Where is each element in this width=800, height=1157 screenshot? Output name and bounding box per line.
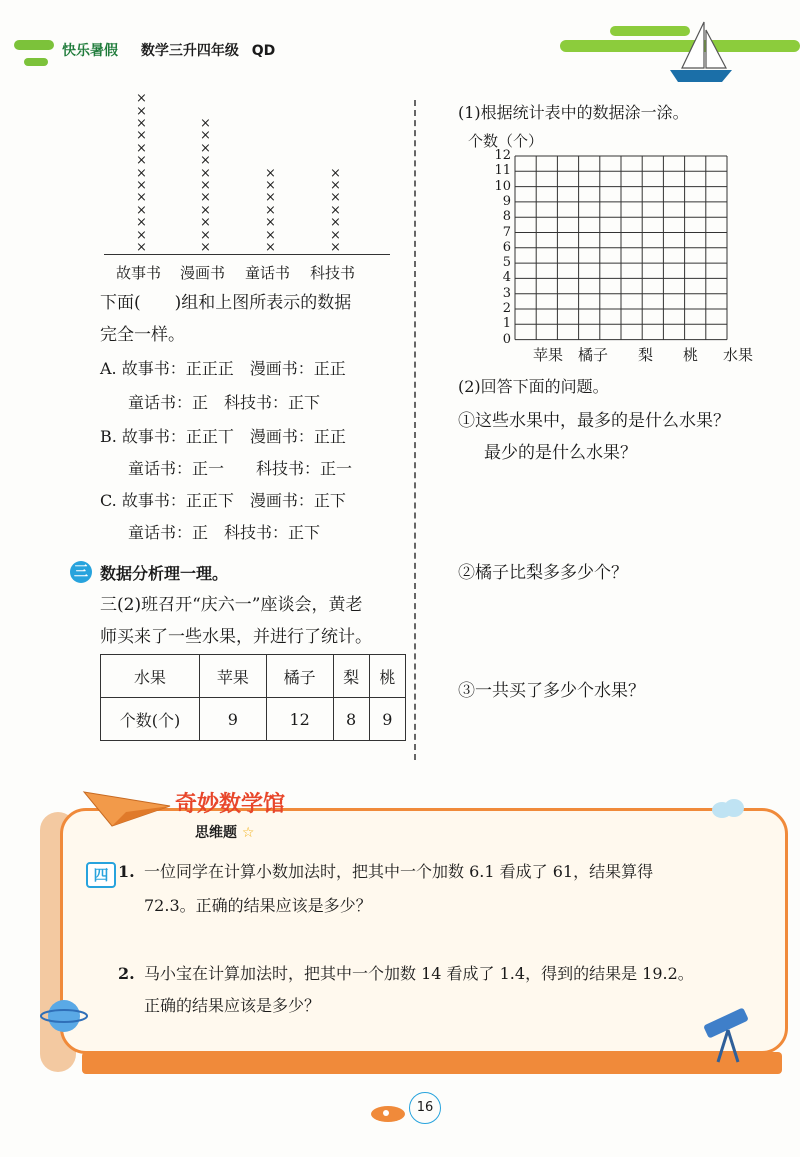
bottom-q2-line-1: 马小宝在计算加法时，把其中一个加数 14 看成了 1.4，得到的结果是 19.2。 <box>144 964 694 983</box>
y-tick-label: 1 <box>502 316 511 332</box>
table-cell: 12 <box>266 698 333 741</box>
table-header-cell: 桃 <box>369 655 405 698</box>
bottom-q1-number: 1. <box>118 862 135 881</box>
thinking-subtitle <box>195 822 254 842</box>
x-mark: × <box>330 240 341 255</box>
grid-x-label: 梨 <box>638 346 654 364</box>
x-mark: × <box>200 140 211 156</box>
x-mark: × <box>200 178 211 193</box>
fun-math-title: 奇妙数学馆 <box>174 792 285 817</box>
cloud-icon <box>708 796 748 820</box>
option-b-row-2: 童话书：正一 科技书：正一 <box>128 459 353 478</box>
x-mark: × <box>200 202 211 218</box>
x-mark: × <box>200 215 211 231</box>
x-mark: × <box>136 128 147 144</box>
fruit-table-header-row <box>101 655 406 698</box>
table-cell: 8 <box>333 698 369 741</box>
x-mark: × <box>265 227 276 243</box>
x-mark: × <box>136 140 147 156</box>
right-question-2: (2)回答下面的问题。 <box>458 377 609 396</box>
page-number: 16 <box>409 1092 441 1124</box>
x-chart-category-label: 童话书 <box>245 264 291 282</box>
x-mark: × <box>330 165 341 181</box>
section-3-text-2: 师买来了一些水果，并进行了统计。 <box>100 627 372 647</box>
sub-question-2: ②橘子比梨多多少个？ <box>458 563 628 583</box>
x-mark: × <box>265 178 276 193</box>
x-mark: × <box>136 165 147 181</box>
grid-x-label: 苹果 <box>533 346 564 364</box>
y-tick-label: 6 <box>502 239 511 255</box>
panel-bottom-strip <box>82 1052 782 1074</box>
grid-x-label: 橘子 <box>578 346 609 364</box>
table-cell: 9 <box>369 698 405 741</box>
bottom-q2-line-2: 正确的结果应该是多少？ <box>144 996 321 1015</box>
bottom-q1-line-2: 72.3。正确的结果应该是多少？ <box>144 896 372 915</box>
x-mark: × <box>330 190 341 206</box>
y-tick-label: 12 <box>494 148 511 163</box>
x-mark: × <box>330 215 341 231</box>
x-mark: × <box>136 215 147 231</box>
y-tick-label: 11 <box>494 163 511 179</box>
y-tick-label: 10 <box>494 178 511 194</box>
header-edition: QD <box>251 43 276 59</box>
option-a-row-1: A. 故事书：正正正 漫画书：正正 <box>100 359 346 378</box>
fruit-table <box>100 654 406 741</box>
table-cell: 9 <box>200 698 267 741</box>
right-question-1: (1)根据统计表中的数据涂一涂。 <box>458 103 689 122</box>
telescope-icon <box>700 996 760 1066</box>
x-mark: × <box>265 215 276 231</box>
option-c-row-2: 童话书：正 科技书：正下 <box>128 523 321 542</box>
table-cell: 个数(个) <box>101 698 200 741</box>
x-chart-category-label: 科技书 <box>310 264 356 282</box>
sub-question-3: ③一共买了多少个水果？ <box>458 681 645 701</box>
x-mark: × <box>136 240 147 255</box>
x-mark: × <box>200 153 211 169</box>
x-mark: × <box>136 227 147 243</box>
x-mark: × <box>136 153 147 169</box>
option-c-row-1: C. 故事书：正正下 漫画书：正下 <box>100 491 346 510</box>
x-mark: × <box>200 116 211 131</box>
x-mark: × <box>136 103 147 119</box>
y-tick-label: 4 <box>502 270 511 286</box>
x-mark: × <box>200 240 211 255</box>
table-header-cell: 橘子 <box>266 655 333 698</box>
x-mark: × <box>136 190 147 206</box>
grid-svg <box>0 0 800 400</box>
sub-question-1b: 最少的是什么水果？ <box>484 443 637 463</box>
bottom-q2-number: 2. <box>118 964 135 983</box>
section-3-badge: 三 <box>70 561 92 583</box>
y-tick-label: 7 <box>502 224 511 240</box>
x-chart-category-label: 漫画书 <box>180 264 226 282</box>
x-mark: × <box>136 91 147 107</box>
x-mark: × <box>200 165 211 181</box>
sub-question-1a: ①这些水果中，最多的是什么水果？ <box>458 411 730 431</box>
x-mark: × <box>330 227 341 243</box>
x-mark: × <box>265 190 276 206</box>
question-2-line-2: 完全一样。 <box>100 325 185 345</box>
x-mark: × <box>330 202 341 218</box>
grid-x-label: 桃 <box>683 346 699 364</box>
y-tick-label: 5 <box>502 255 511 271</box>
x-mark: × <box>330 178 341 193</box>
table-header-cell: 苹果 <box>200 655 267 698</box>
option-a-row-2: 童话书：正 科技书：正下 <box>128 393 321 412</box>
option-b-row-1: B. 故事书：正正丅 漫画书：正正 <box>100 427 346 446</box>
section-3-text-1: 三(2)班召开“庆六一”座谈会，黄老 <box>100 595 363 615</box>
table-header-cell: 水果 <box>101 655 200 698</box>
question-2-line-1: 下面( )组和上图所表示的数据 <box>100 293 352 313</box>
x-mark: × <box>200 128 211 144</box>
y-tick-label: 3 <box>502 285 511 301</box>
x-mark: × <box>200 190 211 206</box>
fruit-table-data-row <box>101 698 406 741</box>
x-mark: × <box>265 240 276 255</box>
x-mark: × <box>136 178 147 193</box>
section-4-badge: 四 <box>86 862 116 888</box>
header-title: 数学三升四年级 <box>140 43 239 59</box>
y-tick-label: 9 <box>502 193 511 209</box>
bottom-q1-line-1: 一位同学在计算小数加法时，把其中一个加数 6.1 看成了 61，结果算得 <box>144 862 654 881</box>
planet-icon <box>40 990 90 1040</box>
grid-y-label: 个数（个） <box>468 132 544 150</box>
section-3-title: 数据分析理一理。 <box>100 564 229 583</box>
x-mark: × <box>265 202 276 218</box>
x-mark: × <box>200 227 211 243</box>
header-tag: 快乐暑假 <box>62 43 118 59</box>
thinking-subtitle-text: 思维题 <box>195 825 237 841</box>
y-tick-label: 0 <box>502 331 511 347</box>
table-header-cell: 梨 <box>333 655 369 698</box>
y-tick-label: 2 <box>502 301 511 316</box>
y-tick-label: 8 <box>502 209 511 225</box>
x-chart-category-label: 故事书 <box>116 264 162 282</box>
submarine-icon <box>368 1098 408 1124</box>
x-mark: × <box>265 165 276 181</box>
x-mark: × <box>136 202 147 218</box>
star-icon: ☆ <box>241 825 255 841</box>
grid-x-label: 水果 <box>723 346 754 364</box>
x-mark: × <box>136 116 147 131</box>
